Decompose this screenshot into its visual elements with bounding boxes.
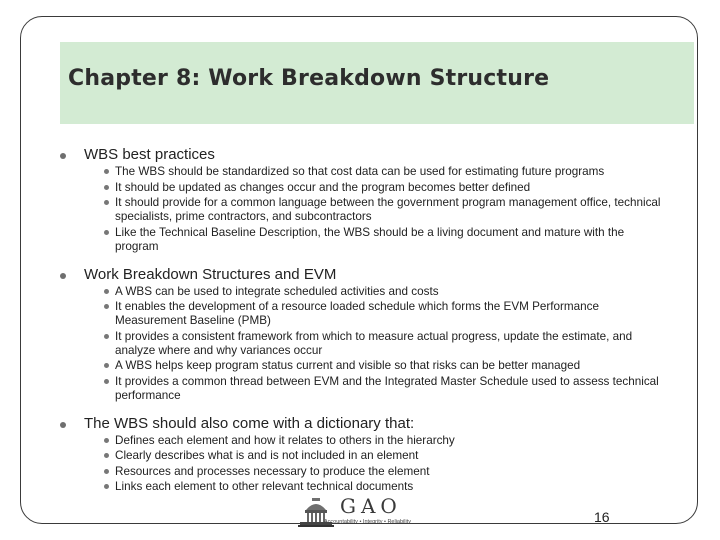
bullet-icon	[104, 304, 109, 309]
logo-wordmark: GAO	[340, 494, 402, 518]
list-item	[58, 226, 668, 254]
list-item	[58, 165, 668, 179]
bullet-icon	[104, 438, 109, 443]
list-item	[58, 196, 668, 224]
bullet-list	[58, 285, 668, 403]
list-item-text: A WBS helps keep program status current and visible so that risks can be better managed	[115, 359, 581, 372]
list-item	[58, 375, 668, 403]
list-item-text: It should provide for a common language between the government program management office, technical specialists, prime contractors, and subcontractors	[115, 196, 661, 223]
bullet-icon	[104, 363, 109, 368]
bullet-icon	[60, 273, 66, 279]
section-heading: WBS best practices	[84, 146, 215, 163]
list-item	[58, 480, 668, 494]
list-item-text: A WBS can be used to integrate scheduled activities and costs	[115, 284, 439, 298]
bullet-icon	[104, 484, 109, 489]
list-item-text: It provides a common thread between EVM and the Integrated Master Schedule used to assess technical performance	[115, 374, 659, 402]
list-item-text: Clearly describes what is and is not included in an element	[115, 449, 419, 462]
list-item	[58, 449, 668, 463]
page-number: 16	[594, 509, 610, 525]
bullet-list	[58, 165, 668, 254]
list-item	[58, 359, 668, 373]
list-item	[58, 434, 668, 448]
bullet-icon	[104, 334, 109, 339]
list-item-text: It should be updated as changes occur and the program becomes better defined	[115, 180, 531, 194]
bullet-icon	[104, 469, 109, 474]
list-item	[58, 300, 668, 328]
logo-tagline: Accountability • Integrity • Reliability	[324, 519, 411, 525]
list-item	[58, 285, 668, 299]
list-item-text: The WBS should be standardized so that cost data can be used for estimating future programs	[115, 165, 605, 178]
bullet-icon	[104, 169, 109, 174]
list-item-text: Defines each element and how it relates to others in the hierarchy	[115, 433, 455, 447]
section-wbs-best-practices	[58, 142, 668, 254]
section-wbs-and-evm	[58, 262, 668, 403]
bullet-icon	[104, 185, 109, 190]
section-wbs-dictionary	[58, 411, 668, 495]
bullet-icon	[104, 289, 109, 294]
title-banner	[60, 42, 694, 124]
bullet-icon	[104, 200, 109, 205]
list-item	[58, 181, 668, 195]
bullet-icon	[60, 422, 66, 428]
list-item-text: It provides a consistent framework from which to measure actual progress, update the estimate, and analyze where and why variances occur	[115, 329, 633, 357]
list-item	[58, 330, 668, 358]
list-item-text: Resources and processes necessary to produce the element	[115, 464, 430, 478]
list-item-text: Links each element to other relevant technical documents	[115, 480, 414, 493]
slide-content	[58, 142, 668, 502]
bullet-icon	[104, 453, 109, 458]
list-item-text: It enables the development of a resource loaded schedule which forms the EVM Performance Measurement Baseline (PMB)	[115, 300, 599, 327]
bullet-list	[58, 434, 668, 495]
list-item-text: Like the Technical Baseline Description, the WBS should be a living document and mature with the program	[115, 225, 625, 253]
bullet-icon	[104, 379, 109, 384]
slide-title: Chapter 8: Work Breakdown Structure	[68, 66, 550, 91]
section-heading: Work Breakdown Structures and EVM	[84, 265, 337, 283]
bullet-icon	[60, 153, 66, 159]
gao-logo	[296, 496, 420, 528]
section-heading: The WBS should also come with a dictionary that:	[84, 414, 415, 432]
list-item	[58, 465, 668, 479]
bullet-icon	[104, 230, 109, 235]
